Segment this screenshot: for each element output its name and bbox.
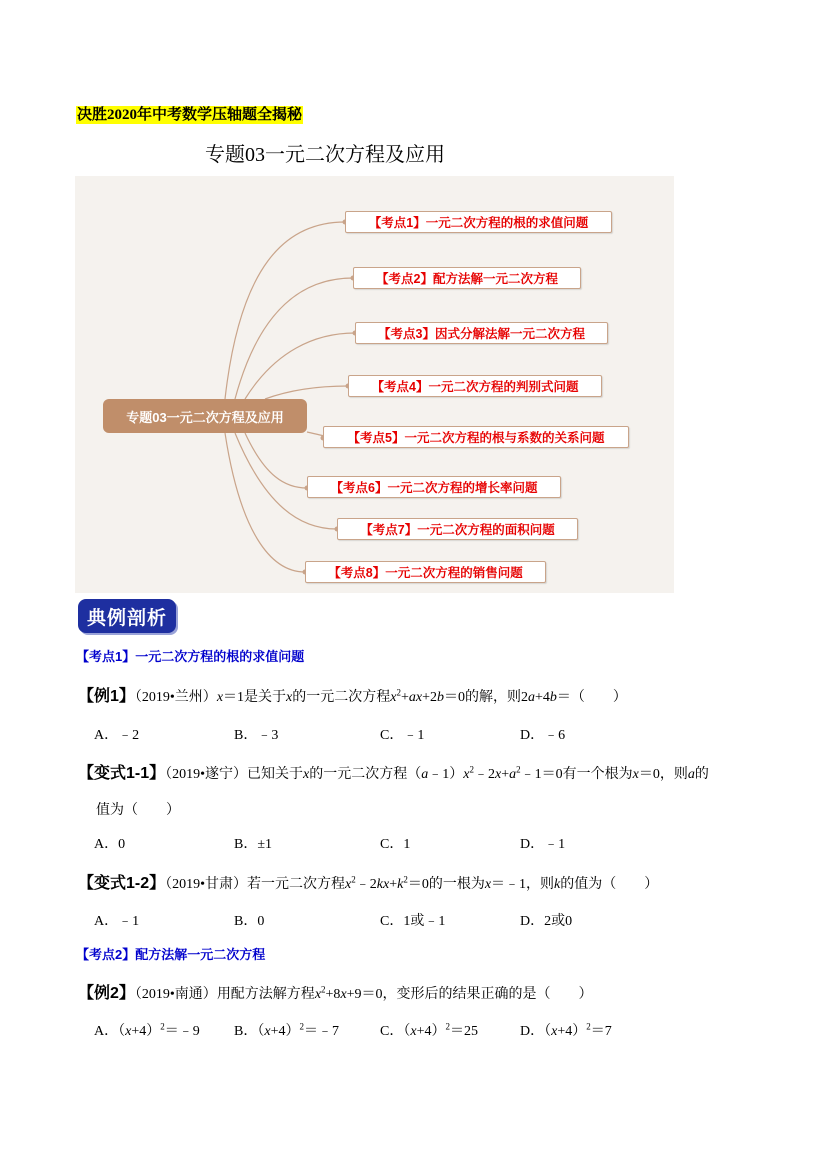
text: ﹣1） <box>428 767 464 782</box>
option-b <box>234 1022 339 1042</box>
question-label: 【变式1-1】 <box>78 765 166 782</box>
text: 的 <box>694 767 709 782</box>
text: ＝1是关于 <box>223 690 287 705</box>
exponent: 2 <box>321 984 326 995</box>
exponent: 2 <box>299 1021 304 1032</box>
text: + <box>400 690 409 705</box>
text: ＝25 <box>449 1024 478 1039</box>
option-c <box>380 1022 478 1042</box>
option-a <box>94 1022 200 1042</box>
text: ﹣2 <box>355 877 377 892</box>
option-c: C．﹣1 <box>380 728 425 743</box>
text: +4） <box>131 1024 161 1039</box>
var: x <box>314 987 322 1002</box>
var: a <box>509 767 517 782</box>
var: b <box>437 690 444 705</box>
var: a <box>528 690 535 705</box>
text: ＝﹣9 <box>164 1024 200 1039</box>
exponent: 2 <box>351 874 356 885</box>
text: +4） <box>270 1024 300 1039</box>
mindmap-branch-7: 【考点7】一元二次方程的面积问题 <box>337 518 578 540</box>
exponent: 2 <box>403 874 408 885</box>
mindmap-branch-4: 【考点4】一元二次方程的判别式问题 <box>348 375 602 397</box>
connector-6 <box>245 433 307 488</box>
doc-title: 专题03一元二次方程及应用 <box>205 144 445 166</box>
text: ＝﹣1，则 <box>491 877 555 892</box>
question-label: 【变式1-2】 <box>78 875 166 892</box>
var: x <box>264 1024 271 1039</box>
option-b: B．0 <box>234 914 265 929</box>
text: +4 <box>535 690 550 705</box>
exponent: 2 <box>160 1021 165 1032</box>
var: k <box>397 877 404 892</box>
option-b: B．﹣3 <box>234 728 279 743</box>
var: x <box>340 987 347 1002</box>
text: +2 <box>422 690 437 705</box>
text: ﹣1＝0有一个根为 <box>520 767 633 782</box>
text: 的值为（ ） <box>560 877 659 892</box>
var: x <box>390 690 397 705</box>
text: +4） <box>557 1024 587 1039</box>
section-banner: 典例剖析 <box>78 599 176 633</box>
option-c: C．1或﹣1 <box>380 914 446 929</box>
text: ＝7 <box>590 1024 612 1039</box>
question-example-2 <box>78 983 593 1006</box>
text: 的一元二次方程（ <box>309 767 422 782</box>
exponent: 2 <box>469 764 474 775</box>
mindmap-branch-6: 【考点6】一元二次方程的增长率问题 <box>307 476 561 498</box>
section-title-1: 【考点1】一元二次方程的根的求值问题 <box>76 649 305 664</box>
var: x <box>463 767 470 782</box>
var: a <box>687 767 695 782</box>
text: ﹣2 <box>473 767 495 782</box>
var: x <box>484 877 492 892</box>
var: kx <box>376 877 390 892</box>
exponent: 2 <box>516 764 521 775</box>
text: 用配方法解方程 <box>216 987 315 1002</box>
var: x <box>216 690 224 705</box>
var: x <box>125 1024 132 1039</box>
text: ＝0的一根为 <box>407 877 485 892</box>
option-a: A．﹣2 <box>94 728 140 743</box>
text: 已知关于 <box>247 767 304 782</box>
question-variant-1-1 <box>78 763 709 786</box>
text: ＝0的解，则2 <box>444 690 528 705</box>
text: ＝（ ） <box>556 690 627 705</box>
question-label: 【例1】 <box>78 688 135 705</box>
var: x <box>632 767 639 782</box>
question-variant-1-2 <box>78 873 658 896</box>
text: D．（ <box>520 1024 552 1039</box>
text: ＝﹣7 <box>303 1024 339 1039</box>
question-example-1 <box>78 686 627 709</box>
var: x <box>410 1024 417 1039</box>
var: x <box>286 690 293 705</box>
question-source: （2019•南通） <box>134 987 217 1002</box>
mindmap <box>75 176 674 593</box>
text: + <box>501 767 510 782</box>
var: a <box>421 767 429 782</box>
exponent: 2 <box>396 687 401 698</box>
text: +4） <box>416 1024 446 1039</box>
mindmap-branch-3: 【考点3】因式分解法解一元二次方程 <box>355 322 608 344</box>
mindmap-branch-5: 【考点5】一元二次方程的根与系数的关系问题 <box>323 426 629 448</box>
connector-2 <box>235 278 353 399</box>
question-continuation: 值为（ ） <box>96 803 180 818</box>
question-source: （2019•兰州） <box>134 690 217 705</box>
exponent: 2 <box>445 1021 450 1032</box>
option-d: D．﹣6 <box>520 728 566 743</box>
option-d <box>520 1022 612 1042</box>
connector-3 <box>245 333 355 399</box>
text: ＝0，则 <box>638 767 688 782</box>
text: + <box>389 877 398 892</box>
text: +8 <box>325 987 341 1002</box>
mindmap-branch-1: 【考点1】一元二次方程的根的求值问题 <box>345 211 612 233</box>
connector-8 <box>225 433 305 572</box>
text: B．（ <box>234 1024 265 1039</box>
header-tag: 决胜2020年中考数学压轴题全揭秘 <box>77 107 303 123</box>
var: ax <box>408 690 423 705</box>
section-title-2: 【考点2】配方法解一元二次方程 <box>76 947 266 962</box>
question-source: （2019•遂宁） <box>165 767 248 782</box>
var: x <box>303 767 310 782</box>
option-c: C．1 <box>380 837 411 852</box>
var: b <box>549 690 557 705</box>
option-b: B．±1 <box>234 837 273 852</box>
text: 若一元二次方程 <box>247 877 346 892</box>
var: k <box>554 877 561 892</box>
mindmap-branch-8: 【考点8】一元二次方程的销售问题 <box>305 561 546 583</box>
connector-4 <box>265 386 348 399</box>
var: x <box>345 877 352 892</box>
exponent: 2 <box>586 1021 591 1032</box>
var: x <box>551 1024 558 1039</box>
option-a: A．﹣1 <box>94 914 140 929</box>
option-d: D．﹣1 <box>520 837 566 852</box>
text: C．（ <box>380 1024 411 1039</box>
var: x <box>494 767 502 782</box>
text: A．（ <box>94 1024 126 1039</box>
option-d: D．2或0 <box>520 914 573 929</box>
option-a: A．0 <box>94 837 126 852</box>
text: 的一元二次方程 <box>292 690 391 705</box>
question-label: 【例2】 <box>78 985 135 1002</box>
mindmap-branch-2: 【考点2】配方法解一元二次方程 <box>353 267 581 289</box>
question-source: （2019•甘肃） <box>165 877 248 892</box>
mindmap-center-node: 专题03一元二次方程及应用 <box>103 399 307 433</box>
text: +9＝0，变形后的结果正确的是（ ） <box>346 987 593 1002</box>
